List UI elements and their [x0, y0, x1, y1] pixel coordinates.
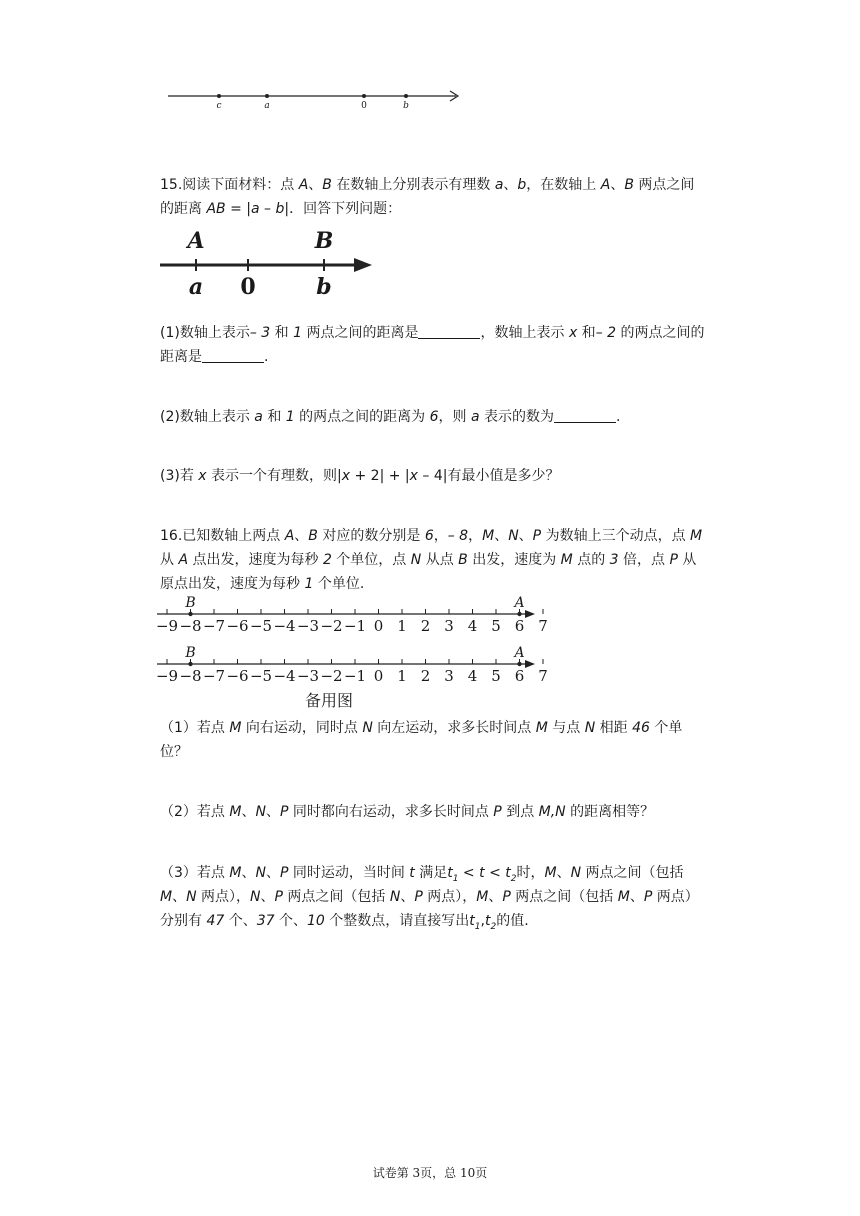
point-label-a: a	[264, 101, 270, 111]
tick-label: −3	[296, 617, 320, 635]
q16-part1-line-2: 位？	[160, 744, 188, 760]
point-label-b: b	[403, 101, 409, 111]
tick-label: 0	[373, 667, 384, 685]
tick-label: −9	[155, 667, 179, 685]
q15-part3: (3)若 x 表示一个有理数，则|x + 2| + |x – 4|有最小值是多少？	[160, 468, 560, 484]
q15-tick-a: a	[188, 274, 204, 300]
tick-label: 1	[397, 617, 407, 635]
point-label-B: B	[185, 595, 196, 611]
q16-number-lines-figure	[155, 594, 548, 685]
point-label-A: A	[514, 595, 525, 611]
tick-label: −6	[226, 617, 249, 635]
q16-part2: （2）若点 M、N、P 同时都向右运动，求多长时间点 P 到点 M,N 的距离相等？	[160, 804, 655, 820]
q16-figure-caption: 备用图	[305, 691, 354, 710]
tick-label: 7	[538, 667, 548, 685]
tick-label: 4	[467, 617, 478, 635]
q16-line-1: 16.已知数轴上两点 A、B 对应的数分别是 6，– 8，M、N、P 为数轴上三个动点，点 M	[160, 528, 703, 544]
q15-part1-line-2: 距离是 .	[160, 349, 269, 365]
tick-label: −7	[202, 617, 226, 635]
q15-number-line-figure	[158, 226, 378, 298]
answer-blank[interactable]	[418, 324, 480, 339]
q15-part2: (2)数轴上表示 a 和 1 的两点之间的距离为 6，则 a 表示的数为 .	[160, 409, 621, 425]
q15-label-A: A	[187, 228, 205, 254]
tick-label: −5	[249, 667, 273, 685]
tick-label: 4	[467, 667, 478, 685]
tick-label: 0	[373, 617, 384, 635]
answer-blank[interactable]	[202, 348, 264, 363]
point-label-A: A	[514, 645, 525, 661]
tick-label: −2	[320, 667, 343, 685]
q15-tick-b: b	[316, 274, 332, 300]
tick-label: −6	[226, 667, 249, 685]
tick-label: 5	[491, 667, 501, 685]
point-label-0: 0	[361, 101, 367, 111]
point-B-dot	[188, 662, 192, 666]
q15-line-1: 15.阅读下面材料：点 A、B 在数轴上分别表示有理数 a、b，在数轴上 A、B 两点之间	[160, 177, 695, 193]
tick-label: 1	[397, 667, 407, 685]
point-label-c: c	[216, 101, 222, 111]
tick-label: 2	[420, 617, 431, 635]
tick-label: −7	[202, 667, 226, 685]
q16-number: 16.	[160, 528, 183, 544]
tick-label: 7	[538, 617, 548, 635]
tick-label: −3	[296, 667, 320, 685]
tick-label: −8	[179, 667, 202, 685]
tick-label: 6	[514, 667, 525, 685]
q16-part3-line-1: （3）若点 M、N、P 同时运动，当时间 t 满足$t_1 < t < t_2$时，M、N 两点之间（包括	[160, 865, 684, 884]
tick-label: 5	[491, 617, 501, 635]
point-A-dot	[517, 612, 521, 616]
tick-label: −5	[249, 617, 273, 635]
tick-label: 2	[420, 667, 431, 685]
tick-label: −9	[155, 617, 179, 635]
point-A-dot	[517, 662, 521, 666]
tick-label: 6	[514, 617, 525, 635]
answer-blank[interactable]	[554, 408, 616, 423]
tick-label: 3	[444, 617, 454, 635]
tick-label: −4	[273, 617, 296, 635]
q16-line-2: 从 A 点出发，速度为每秒 2 个单位，点 N 从点 B 出发，速度为 M 点的 3 倍，点 P 从	[160, 552, 697, 568]
tick-label: −2	[320, 617, 343, 635]
q15-part1-line-1: (1)数轴上表示– 3 和 1 两点之间的距离是 ，数轴上表示 x 和– 2 的两点之间的	[160, 325, 705, 341]
top-number-line-figure	[160, 84, 470, 114]
tick-label: −8	[179, 617, 202, 635]
q15-label-B: B	[314, 228, 334, 254]
q16-line-3: 原点出发，速度为每秒 1 个单位.	[160, 576, 365, 592]
q15-line-2: 的距离 AB = |a – b|．回答下列问题：	[160, 201, 402, 217]
tick-label: −1	[343, 617, 367, 635]
point-label-B: B	[185, 645, 196, 661]
q15-tick-0: 0	[240, 274, 256, 300]
axis-arrow	[525, 660, 535, 668]
point-B-dot	[188, 612, 192, 616]
tick-label: −4	[273, 667, 296, 685]
tick-label: −1	[343, 667, 367, 685]
page-footer: 试卷第 3页，总 10页	[372, 1166, 488, 1180]
q16-part3-line-2: M、N 两点），N、P 两点之间（包括 N、P 两点），M、P 两点之间（包括 M、P 两点）	[160, 889, 699, 905]
axis-arrow	[525, 610, 535, 618]
q15-number: 15.	[160, 177, 183, 193]
tick-label: 3	[444, 667, 454, 685]
q16-part1-line-1: （1）若点 M 向右运动，同时点 N 向左运动，求多长时间点 M 与点 N 相距 46 个单	[160, 720, 683, 736]
q16-part3-line-3: 分别有 47 个、37 个、10 个整数点，请直接写出$t_1,t_2$的值.	[160, 913, 529, 932]
